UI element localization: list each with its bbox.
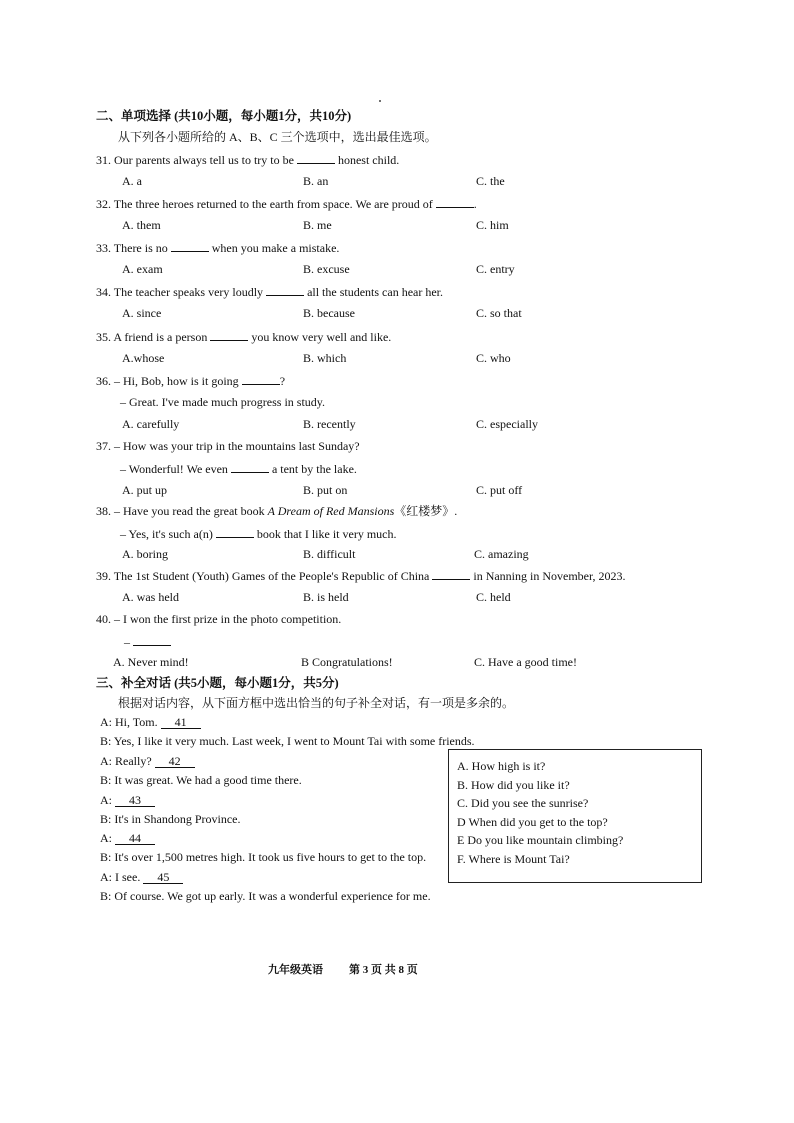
stem-text: all the students can hear her.	[307, 285, 444, 299]
dialogue-line	[124, 635, 171, 648]
option-b: B Congratulations!	[301, 655, 393, 669]
stem-text: when you make a mistake.	[211, 241, 340, 255]
answer-blank	[216, 527, 254, 538]
option-c: C. who	[476, 351, 511, 365]
stem-text: 33. There is no	[96, 241, 168, 255]
answer-blank	[171, 241, 209, 252]
option-c: C. the	[476, 174, 505, 188]
option-a: A. was held	[122, 590, 179, 604]
answer-blank	[133, 635, 171, 646]
section2-instruction: 从下列各小题所给的 A、B、C 三个选项中，选出最佳选项。	[118, 130, 437, 144]
blank-number: 43	[115, 794, 155, 807]
box-option: A. How high is it?	[457, 759, 546, 773]
stem-text: in Nanning in November, 2023.	[473, 569, 626, 583]
option-c: C. Have a good time!	[474, 655, 577, 669]
option-a: A. since	[122, 306, 162, 320]
option-a: A. exam	[122, 262, 163, 276]
option-c: C. amazing	[474, 547, 529, 561]
stem-text: 32. The three heroes returned to the earth from space. We are proud of	[96, 197, 433, 211]
box-option: B. How did you like it?	[457, 778, 570, 792]
stem-text: –	[124, 635, 130, 649]
dialogue-text: A: Really?	[100, 754, 152, 768]
blank-number: 42	[155, 755, 195, 768]
book-title: A Dream of Red Mansions	[267, 504, 395, 518]
dialogue-line	[100, 871, 183, 884]
dialogue-line: B: It's in Shandong Province.	[100, 812, 241, 826]
option-b: B. put on	[303, 483, 348, 497]
option-c: C. especially	[476, 417, 538, 431]
dialogue-line	[120, 527, 396, 540]
dialogue-line: B: Of course. We got up early. It was a wonderful experience for me.	[100, 889, 431, 903]
section3-title: 三、补全对话 (共5小题，每小题1分，共5分)	[96, 676, 339, 690]
option-c: C. so that	[476, 306, 522, 320]
option-a: A. them	[122, 218, 161, 232]
stem-text: 38. – Have you read the great book	[96, 504, 265, 518]
stem-text: 39. The 1st Student (Youth) Games of the People's Republic of China	[96, 569, 430, 583]
box-option: C. Did you see the sunrise?	[457, 796, 589, 810]
option-b: B. is held	[303, 590, 349, 604]
option-b: B. excuse	[303, 262, 350, 276]
stem-text: .	[473, 197, 477, 211]
blank-number: 41	[161, 716, 201, 729]
option-a: A. carefully	[122, 417, 180, 431]
question-stem: 40. – I won the first prize in the photo competition.	[96, 612, 342, 626]
question-stem	[96, 197, 477, 210]
blank-number: 45	[143, 871, 183, 884]
answer-blank	[210, 330, 248, 341]
answer-blank	[231, 462, 269, 473]
question-stem: 37. – How was your trip in the mountains last Sunday?	[96, 439, 360, 453]
dialogue-line	[100, 716, 201, 729]
question-stem	[96, 505, 457, 517]
dialogue-text: A: I see.	[100, 870, 141, 884]
footer-subject: 九年级英语	[268, 964, 323, 976]
dialogue-text: A:	[100, 793, 112, 807]
section2-title: 二、单项选择 (共10小题，每小题1分，共10分)	[96, 109, 352, 123]
dialogue-text: A: Hi, Tom.	[100, 715, 158, 729]
blank-number: 44	[115, 832, 155, 845]
footer-page-number: 第 3 页 共 8 页	[349, 964, 418, 976]
dialogue-line	[100, 794, 155, 807]
option-a: A. put up	[122, 483, 167, 497]
section3-instruction: 根据对话内容，从下面方框中选出恰当的句子补全对话，有一项是多余的。	[118, 696, 515, 710]
option-b: B. an	[303, 174, 329, 188]
stem-text: 36. – Hi, Bob, how is it going	[96, 374, 239, 388]
box-option: E Do you like mountain climbing?	[457, 833, 624, 847]
question-stem	[96, 569, 626, 582]
stem-text: – Yes, it's such a(n)	[120, 527, 213, 541]
option-b: B. me	[303, 218, 332, 232]
answer-blank	[266, 285, 304, 296]
stem-text: honest child.	[337, 153, 400, 167]
stem-text: 31. Our parents always tell us to try to be	[96, 153, 294, 167]
question-stem	[96, 330, 391, 343]
stem-text: you know very well and like.	[251, 330, 392, 344]
dialogue-line: B: It was great. We had a good time there.	[100, 773, 302, 787]
option-c: C. entry	[476, 262, 515, 276]
dialogue-line	[100, 832, 155, 845]
stem-text: book that I like it very much.	[256, 527, 397, 541]
stem-text: 34. The teacher speaks very loudly	[96, 285, 264, 299]
question-stem	[96, 153, 399, 166]
option-c: C. held	[476, 590, 511, 604]
option-b: B. which	[303, 351, 347, 365]
box-option: D When did you get to the top?	[457, 815, 608, 829]
scan-speck	[379, 100, 381, 102]
option-a: A. a	[122, 174, 142, 188]
stem-text: – Wonderful! We even	[120, 462, 228, 476]
option-a: A.whose	[122, 351, 165, 365]
question-stem	[96, 241, 339, 254]
answer-blank	[242, 374, 280, 385]
question-stem	[96, 374, 285, 387]
stem-text: 《红楼梦》.	[394, 504, 458, 518]
box-option: F. Where is Mount Tai?	[457, 852, 570, 866]
dialogue-line: B: It's over 1,500 metres high. It took us five hours to get to the top.	[100, 850, 427, 864]
stem-text: 35. A friend is a person	[96, 330, 208, 344]
question-stem	[96, 285, 443, 298]
stem-text: a tent by the lake.	[271, 462, 357, 476]
dialogue-line	[100, 755, 195, 768]
option-a: A. boring	[122, 547, 168, 561]
answer-blank	[297, 153, 335, 164]
answer-blank	[436, 197, 474, 208]
dialogue-line: – Great. I've made much progress in study.	[120, 395, 325, 409]
option-c: C. put off	[476, 483, 523, 497]
option-b: B. recently	[303, 417, 356, 431]
dialogue-line: B: Yes, I like it very much. Last week, I went to Mount Tai with some friends.	[100, 734, 475, 748]
answer-blank	[432, 569, 470, 580]
option-b: B. difficult	[303, 547, 356, 561]
option-c: C. him	[476, 218, 509, 232]
option-a: A. Never mind!	[113, 655, 189, 669]
option-b: B. because	[303, 306, 355, 320]
dialogue-line	[120, 462, 357, 475]
dialogue-text: A:	[100, 831, 112, 845]
stem-text: ?	[279, 374, 286, 388]
